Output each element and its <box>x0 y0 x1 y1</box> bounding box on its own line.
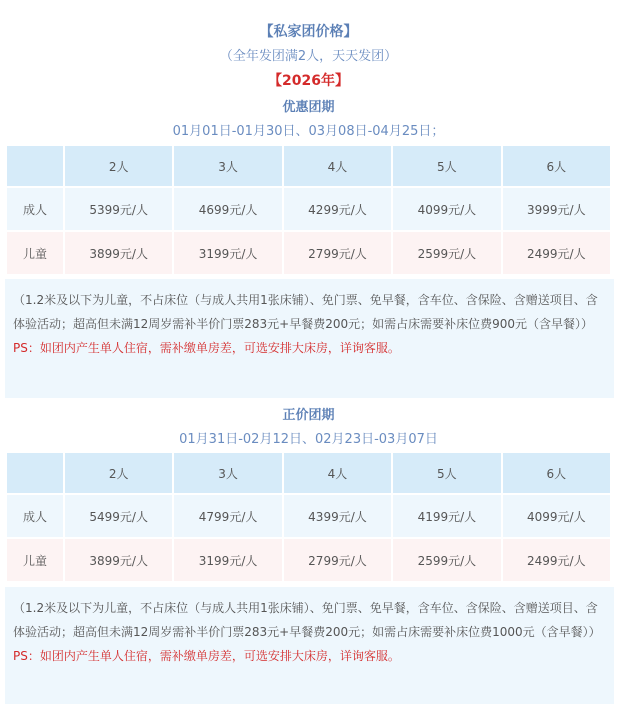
note-text: （1.2米及以下为儿童，不占床位（与成人共用1张床铺）、免门票、免早餐，含车位、含保险、含赠送项目、含体验活动；超高但未满12周岁需补半价门票283元+早餐费200元；如需占床需要补床位费1000元（含早餐）） <box>13 601 601 639</box>
column-header: 4人 <box>284 453 391 493</box>
column-header: 2人 <box>65 453 172 493</box>
row-label: 成人 <box>7 495 63 537</box>
subtitle: （全年发团满2人，天天发团） <box>219 49 398 64</box>
price-cell: 2599元/人 <box>393 232 500 274</box>
price-cell: 3999元/人 <box>503 188 610 230</box>
column-header: 6人 <box>503 146 610 186</box>
price-table <box>5 144 612 276</box>
table-row-child <box>7 539 610 581</box>
period-name: 正价团期 <box>282 408 335 423</box>
price-cell: 2499元/人 <box>503 232 610 274</box>
price-cell: 5499元/人 <box>65 495 172 537</box>
price-cell: 4299元/人 <box>284 188 391 230</box>
ps-notice: PS：如团内产生单人住宿，需补缴单房差，可选安排大床房，详询客服。 <box>13 649 400 663</box>
price-table <box>5 451 612 583</box>
column-header: 5人 <box>393 146 500 186</box>
price-cell: 4799元/人 <box>174 495 281 537</box>
price-cell: 4399元/人 <box>284 495 391 537</box>
table-row-child <box>7 232 610 274</box>
note-text: （1.2米及以下为儿童，不占床位（与成人共用1张床铺）、免门票、免早餐，含车位、含保险、含赠送项目、含体验活动；超高但未满12周岁需补半价门票283元+早餐费200元；如需占床需要补床位费900元（含早餐）） <box>13 293 598 331</box>
price-cell: 2799元/人 <box>284 232 391 274</box>
price-cell: 3899元/人 <box>65 232 172 274</box>
column-header: 5人 <box>393 453 500 493</box>
price-cell: 3199元/人 <box>174 539 281 581</box>
price-cell: 2499元/人 <box>503 539 610 581</box>
header-corner <box>7 146 63 186</box>
price-cell: 4099元/人 <box>393 188 500 230</box>
column-header: 2人 <box>65 146 172 186</box>
year-label: 【2026年】 <box>268 73 349 89</box>
price-cell: 4199元/人 <box>393 495 500 537</box>
row-label: 儿童 <box>7 539 63 581</box>
price-cell: 3899元/人 <box>65 539 172 581</box>
price-cell: 5399元/人 <box>65 188 172 230</box>
row-label: 儿童 <box>7 232 63 274</box>
row-label: 成人 <box>7 188 63 230</box>
column-header: 6人 <box>503 453 610 493</box>
column-header: 3人 <box>174 453 281 493</box>
title: 【私家团价格】 <box>259 24 358 40</box>
table-header-row <box>7 453 610 493</box>
column-header: 4人 <box>284 146 391 186</box>
period-dates: 01月31日-02月12日、02月23日-03月07日 <box>179 432 438 447</box>
period-dates: 01月01日-01月30日、03月08日-04月25日； <box>172 124 445 139</box>
note-box <box>5 279 614 398</box>
period-name: 优惠团期 <box>282 100 335 115</box>
table-header-row <box>7 146 610 186</box>
column-header: 3人 <box>174 146 281 186</box>
price-cell: 2799元/人 <box>284 539 391 581</box>
price-cell: 2599元/人 <box>393 539 500 581</box>
note-box <box>5 587 614 704</box>
price-cell: 3199元/人 <box>174 232 281 274</box>
ps-notice: PS：如团内产生单人住宿，需补缴单房差，可选安排大床房，详询客服。 <box>13 341 400 355</box>
price-cell: 4099元/人 <box>503 495 610 537</box>
price-cell: 4699元/人 <box>174 188 281 230</box>
table-row-adult <box>7 495 610 537</box>
header-corner <box>7 453 63 493</box>
table-row-adult <box>7 188 610 230</box>
